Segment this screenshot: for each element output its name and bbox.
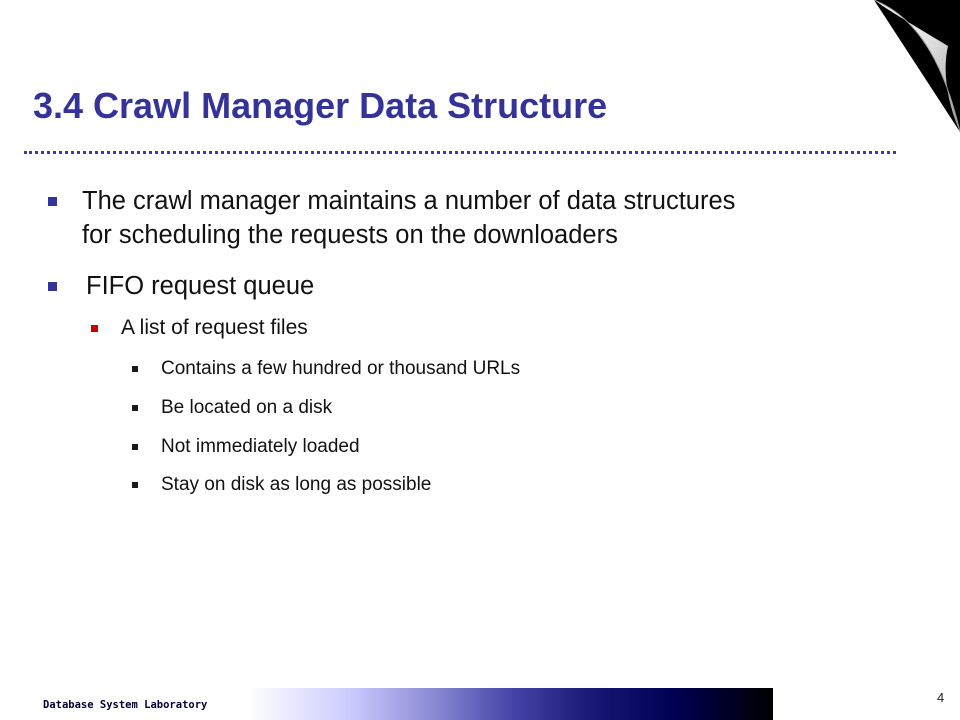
sub-sub-bullet-item <box>161 472 431 498</box>
bullet-square-icon <box>132 366 138 372</box>
bullet-text: Be located on a disk <box>161 397 333 418</box>
bullet-square-icon <box>132 405 138 411</box>
bullet-square-icon <box>132 482 138 488</box>
bullet-text: FIFO request queue <box>86 272 315 300</box>
bullet-item <box>82 269 314 303</box>
sub-sub-bullet-item <box>161 356 520 382</box>
footer-lab-name: Database System Laboratory <box>43 699 208 711</box>
bullet-text: A list of request files <box>121 316 308 339</box>
bullet-text-line: The crawl manager maintains a number of data structures <box>82 187 736 215</box>
page-number: 4 <box>937 690 945 705</box>
bullet-item <box>82 184 735 252</box>
title-divider <box>24 151 896 154</box>
sub-sub-bullet-item <box>161 434 360 460</box>
bullet-text: Contains a few hundred or thousand URLs <box>161 358 521 379</box>
sub-sub-bullet-item <box>161 395 332 421</box>
bullet-square-icon <box>48 282 57 291</box>
slide-title: 3.4 Crawl Manager Data Structure <box>33 85 608 126</box>
page-curl-decoration <box>810 0 960 150</box>
bullet-square-icon <box>132 444 138 450</box>
bullet-square-icon <box>91 325 98 332</box>
bullet-text: Not immediately loaded <box>161 436 360 457</box>
bullet-text: Stay on disk as long as possible <box>161 474 432 495</box>
bullet-square-icon <box>48 197 57 206</box>
sub-bullet-item <box>121 314 308 342</box>
bullet-text-line: for scheduling the requests on the downloaders <box>82 221 618 249</box>
